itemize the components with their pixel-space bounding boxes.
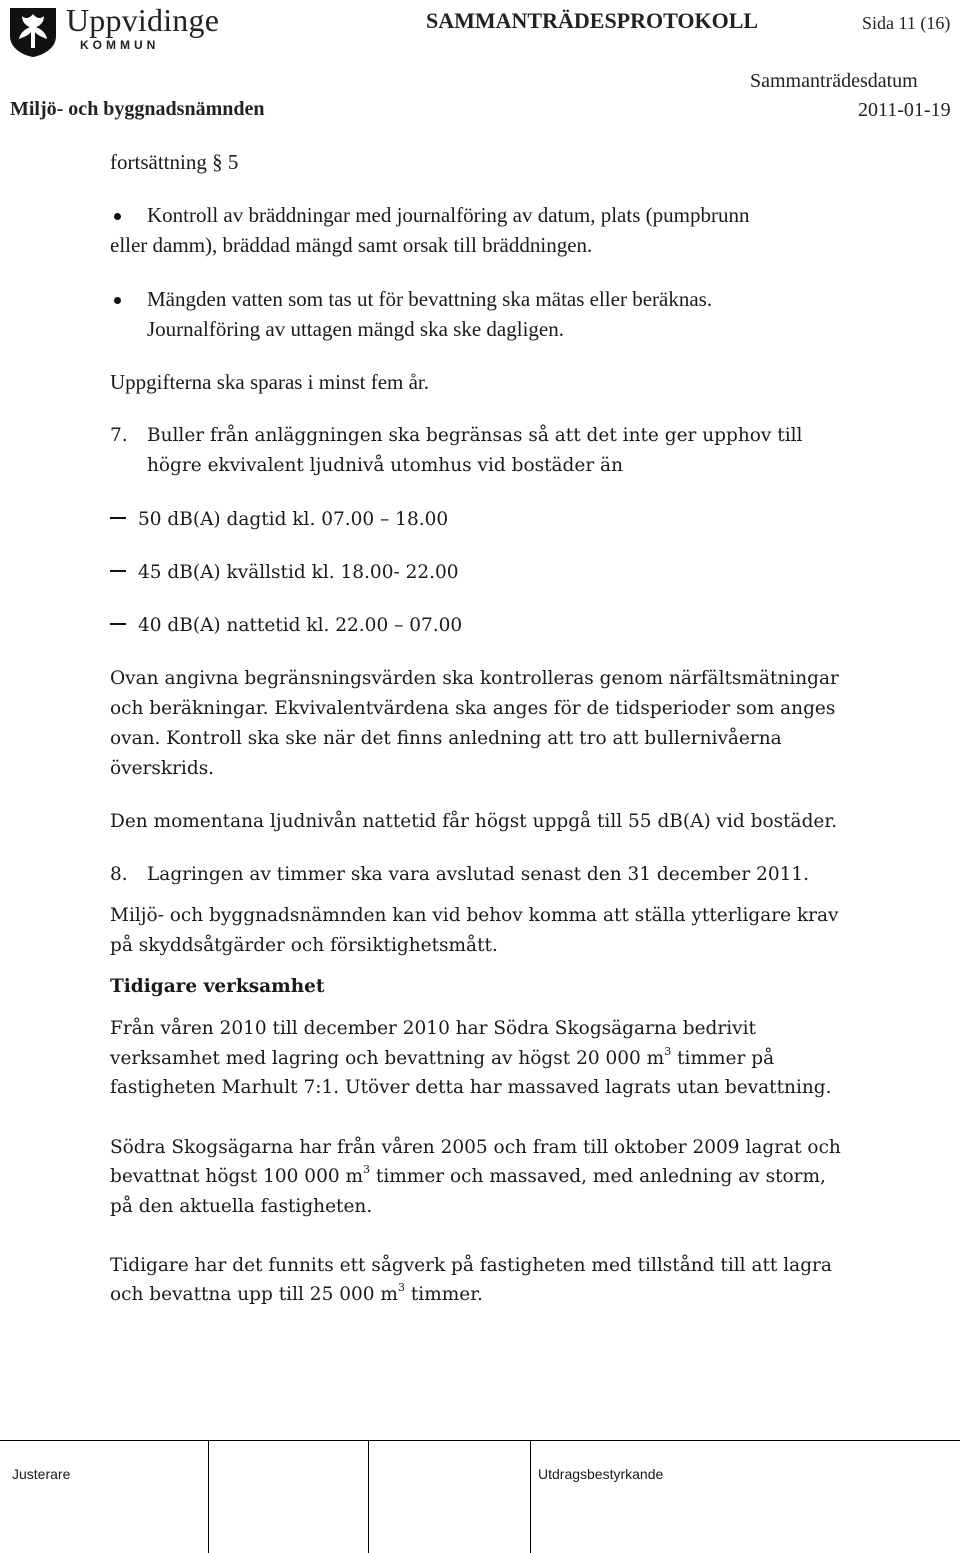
limits-paragraph-line: ovan. Kontroll ska ske när det finns anledning att tro att bullernivåerna	[110, 728, 782, 749]
justerare-label: Justerare	[12, 1466, 71, 1482]
paragraph-1-line: Från våren 2010 till december 2010 har Södra Skogsägarna bedrivit	[110, 1018, 756, 1039]
extra-requirements-line: Miljö- och byggnadsnämnden kan vid behov komma att ställa ytterligare krav	[110, 905, 839, 926]
signature-box-divider	[368, 1440, 369, 1553]
dash-icon	[110, 570, 126, 571]
paragraph-1-line: fastigheten Marhult 7:1. Utöver detta har massaved lagrats utan bevattning.	[110, 1077, 832, 1098]
item-7-line-2: högre ekvivalent ljudnivå utomhus vid bostäder än	[147, 455, 623, 476]
document-type-title: SAMMANTRÄDESPROTOKOLL	[426, 8, 759, 33]
signature-box-divider	[208, 1440, 209, 1553]
footer-divider	[0, 1440, 960, 1441]
limits-paragraph-line: överskrids.	[110, 758, 215, 779]
paragraph-1-line: verksamhet med lagring och bevattning av högst 20 000 $m^3$ timmer på	[110, 1044, 775, 1069]
limit-evening: 45 dB(A) kvällstid kl. 18.00- 22.00	[110, 558, 459, 588]
extra-requirements-line: på skyddsåtgärder och försiktighetsmått.	[110, 935, 498, 956]
item-7-number: 7.	[110, 425, 128, 446]
paragraph-3-line: och bevattna upp till 25 000 $m^3$ timmer.	[110, 1280, 483, 1305]
paragraph-2-line: Södra Skogsägarna har från våren 2005 och fram till oktober 2009 lagrat och	[110, 1137, 841, 1158]
retention-text: Uppgifterna ska sparas i minst fem år.	[110, 370, 429, 394]
bullet-1-line-2: eller damm), bräddad mängd samt orsak till bräddningen.	[110, 233, 593, 257]
section-heading: Tidigare verksamhet	[110, 976, 325, 997]
limits-paragraph-line: och beräkningar. Ekvivalentvärdena ska anges för de tidsperioder som anges	[110, 698, 836, 719]
limit-day: 50 dB(A) dagtid kl. 07.00 – 18.00	[110, 505, 448, 535]
paragraph-2-line: på den aktuella fastigheten.	[110, 1196, 373, 1217]
limits-paragraph-line: Ovan angivna begränsningsvärden ska kontrolleras genom närfältsmätningar	[110, 668, 839, 689]
committee-name: Miljö- och byggnadsnämnden	[10, 98, 265, 120]
page-number: Sida 11 (16)	[862, 13, 951, 33]
continuation-label: fortsättning § 5	[110, 150, 239, 174]
bullet-2-line-1: Mängden vatten som tas ut för bevattning ska mätas eller beräknas.	[147, 287, 713, 311]
paragraph-3-line: Tidigare har det funnits ett sågverk på fastigheten med tillstånd till att lagra	[110, 1255, 832, 1276]
limit-night: 40 dB(A) nattetid kl. 22.00 – 07.00	[110, 611, 462, 641]
bullet-icon	[114, 213, 121, 220]
dash-icon	[110, 517, 126, 518]
dash-icon	[110, 623, 126, 624]
logo-name: Uppvidinge	[66, 2, 220, 38]
paragraph-2-line: bevattnat högst 100 000 $m^3$ timmer och massaved, med anledning av storm,	[110, 1162, 826, 1187]
item-7-line-1: Buller från anläggningen ska begränsas så att det inte ger upphov till	[147, 425, 803, 446]
bullet-2-line-2: Journalföring av uttagen mängd ska ske dagligen.	[147, 317, 564, 341]
meeting-date-label: Sammanträdesdatum	[750, 70, 918, 92]
bullet-1-line-1: Kontroll av bräddningar med journalföring av datum, plats (pumpbrunn	[147, 203, 750, 227]
signature-box-divider	[530, 1440, 531, 1553]
utdragsbestyrkande-label: Utdragsbestyrkande	[538, 1466, 664, 1482]
municipality-crest-icon	[8, 6, 58, 58]
logo-subtitle: KOMMUN	[80, 38, 160, 52]
item-8-number: 8.	[110, 864, 128, 885]
meeting-date: 2011-01-19	[858, 99, 951, 121]
item-8-text: Lagringen av timmer ska vara avslutad senast den 31 december 2011.	[147, 864, 810, 885]
momentary-noise-text: Den momentana ljudnivån nattetid får högst uppgå till 55 dB(A) vid bostäder.	[110, 811, 838, 832]
bullet-icon	[114, 297, 121, 304]
